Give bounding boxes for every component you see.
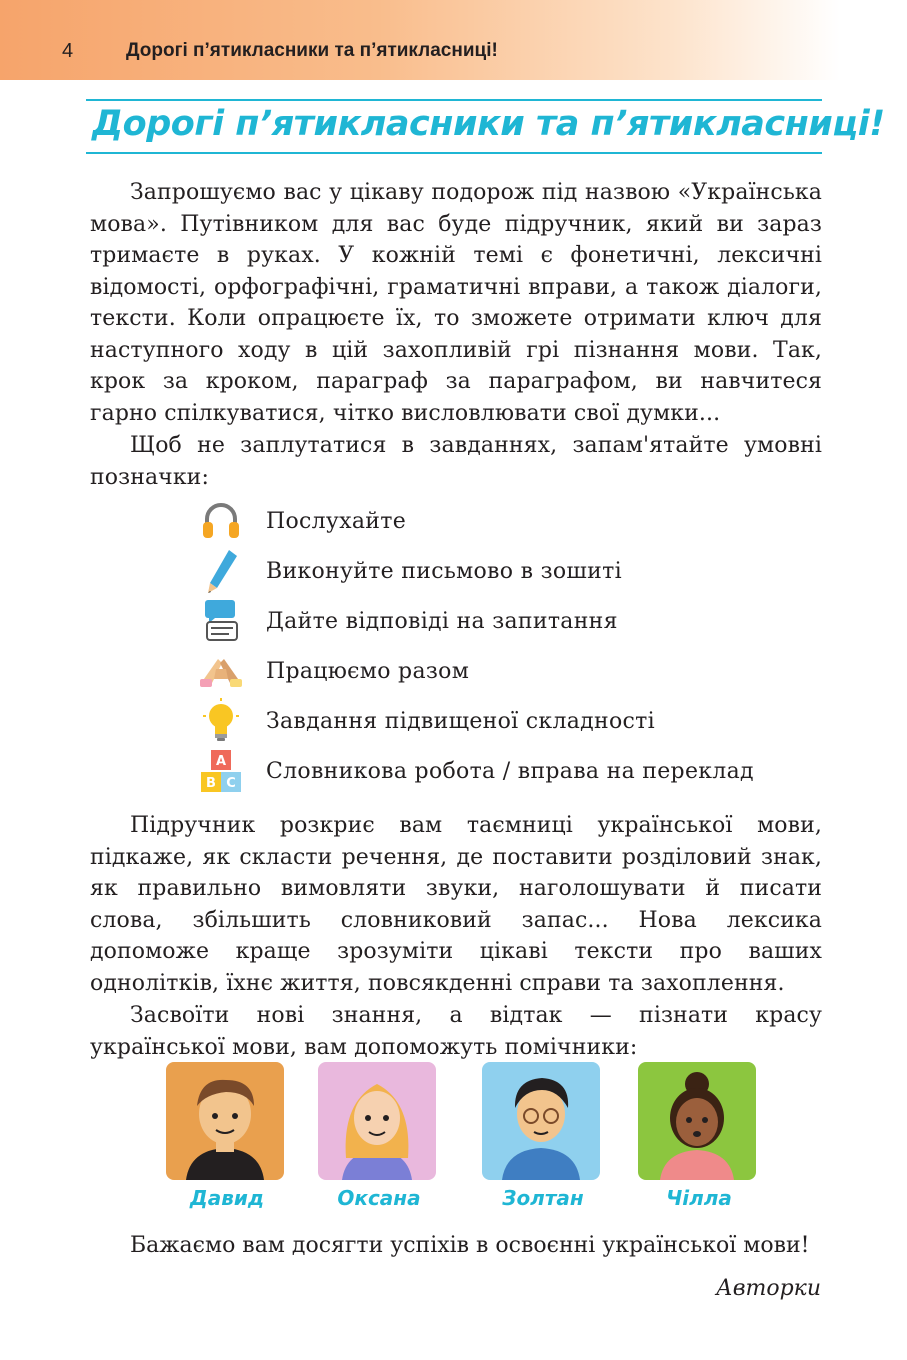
pencil-icon	[196, 548, 246, 594]
legend-list	[196, 496, 816, 796]
joined-hands-icon	[196, 648, 246, 694]
helpers-intro-paragraph: Засвоїти нові знання, а відтак — пізнати красу української мови, вам допоможуть помічники:	[90, 1003, 822, 1060]
legend-item	[196, 646, 816, 696]
svg-text:C: C	[226, 776, 236, 791]
title-rule-bottom	[86, 152, 822, 154]
page-title: Дорогі п’ятикласники та п’ятикласниці!	[92, 104, 885, 144]
legend-item	[196, 696, 816, 746]
headphones-icon	[196, 498, 246, 544]
helpers-row	[160, 1062, 800, 1222]
abc-blocks-icon	[196, 748, 246, 794]
avatar	[482, 1062, 600, 1180]
avatar	[318, 1062, 436, 1180]
legend-item	[196, 746, 816, 796]
legend-label: Послухайте	[266, 508, 407, 534]
textbook-paragraph: Підручник розкриє вам таємниці української мови, підкаже, як скласти речення, де поставити розділовий знак, як правильно вимовляти звуки, наголошувати й писати слова, збільшить словниковий запас... Нова лексика допоможе краще зрозуміти цікаві тексти про ваших однолітків, їхнє життя, повсякденні справи та захоплення.	[90, 813, 822, 996]
helper-david	[166, 1062, 288, 1210]
avatar	[638, 1062, 756, 1180]
title-rule-top	[86, 99, 822, 101]
legend-label: Дайте відповіді на запитання	[266, 608, 618, 634]
helper-name: Оксана	[337, 1186, 421, 1210]
page-number: 4	[62, 40, 74, 62]
avatar	[166, 1062, 284, 1180]
legend-label: Виконуйте письмово в зошиті	[266, 558, 622, 584]
legend-label: Завдання підвищеної складності	[266, 708, 655, 734]
helper-name: Чілла	[666, 1186, 732, 1210]
authors-signature: Авторки	[716, 1276, 821, 1301]
legend-item	[196, 496, 816, 546]
legend-label: Працюємо разом	[266, 658, 470, 684]
svg-text:B: B	[206, 776, 216, 791]
chat-bubbles-icon	[196, 598, 246, 644]
legend-item	[196, 596, 816, 646]
helper-name: Золтан	[502, 1186, 584, 1210]
legend-item	[196, 546, 816, 596]
helper-oksana	[318, 1062, 440, 1210]
helper-zoltan	[482, 1062, 604, 1210]
closing-wish: Бажаємо вам досягти успіхів в освоєнні української мови!	[130, 1233, 810, 1258]
legend-intro-paragraph: Щоб не заплутатися в завданнях, запам'ятайте умовні позначки:	[90, 433, 822, 490]
svg-text:A: A	[215, 754, 227, 769]
running-title: Дорогі п’ятикласники та п’ятикласниці!	[126, 40, 498, 61]
lightbulb-icon	[196, 698, 246, 744]
helper-chilla	[638, 1062, 760, 1210]
legend-label: Словникова робота / вправа на переклад	[266, 758, 754, 784]
intro-paragraph: Запрошуємо вас у цікаву подорож під назвою «Українська мова». Путівником для вас буде підручник, який ви зараз тримаєте в руках. У кожній темі є фонетичні, лексичні відомості, орфографічні, граматичні вправи, а також діалоги, тексти. Коли опрацюєте їх, то зможете отримати ключ для наступного ходу в цій захопливій грі пізнання мови. Так, крок за кроком, параграф за параграфом, ви навчитеся гарно спілкуватися, чітко висловлювати свої думки...	[90, 180, 822, 426]
helper-name: Давид	[189, 1186, 265, 1210]
